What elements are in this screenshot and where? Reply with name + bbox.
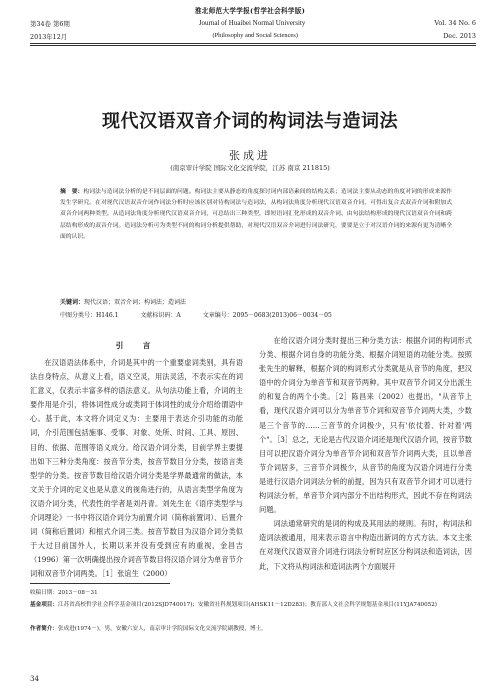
classification-row bbox=[60, 310, 452, 319]
header-rule-top bbox=[30, 43, 476, 44]
keywords bbox=[60, 297, 452, 306]
clc-number: 中图分类号：H146.1 bbox=[60, 312, 119, 319]
keywords-text: 现代汉语；双音介词；构词法；造词法 bbox=[84, 299, 187, 306]
footnote-fund bbox=[30, 600, 476, 611]
paragraph: 在给汉语介词分类时提出三种分类方法：根据介词的构词形式分类、根据介词自身的功能分类、根据介词短语的功能分类。按照张先生的解释，根据介词的构词形式分类就是从音节的角度，把汉语中的介词分为单音节和双音节两种。其中双音节介词又分出派生的和复合的两个小类。［2］陈昌来（2002）也提出，"从音节上看，现代汉语介词可以分为单音节介词和双音节介词两大类，少数是三个音节的……三音节的介词极少，只有'依仗着、针对着'两个"。［3］总之，无论是古代汉语介词还是现代汉语介词，按音节数目可以把汉语介词分为单音节介词和双音节介词两大类，且以单音节介词居多，三音节介词极少，从音节的角度为汉语介词进行分类是进行汉语介词词法分析的前提，因为只有双音节介词才可以进行构词法分析，单音节介词内部分不出结构形式，因此不存在构词法问题。 bbox=[259, 336, 472, 515]
paragraph: 词法通常研究的是词的构成及其用法的规则。有时，构词法和造词法被通用，用来表示语言中构造出新词的方式方法。本文主张在对现代汉语双音介词进行词法分析时应区分构词法和造词法，因此，下文将从构词法和造词法两个方面展开 bbox=[259, 519, 472, 571]
date-cn: 2013年12月 bbox=[30, 33, 68, 41]
abstract-text: 构词法与造词法分析的是不同层面的问题。构词法主要从静态的角度探讨词内部语素间的结构关系；造词法主要从动态的角度对词的形成来源作发生学研究。在对现代汉语双音介词作词法分析时应该区别对待构词法与造词法，从构词法角度分析现代汉语双音介词，可得出复合式双音介词和附加式双音介词两种类型。从造词法角度分析现代汉语双音介词，可总结出三种类型，即短语词汇化形成的双音介词、由句法结构形成的现代汉语双音介词和跨层结构形成的双音介词。造词法分析可为类型不同的构词分析提供帮助，对现代汉语双音介词进行词法研究，要要是立于对汉语介词的来源有更为清晰全面的认识。 bbox=[60, 189, 452, 240]
paragraph: 在汉语语法体系中，介词是其中的一个重要虚词类别，具有语法自身特点，从意义上看，语义空灵，用法灵活，不表示实在的词汇意义，仅表示丰富多样的语法意义。从句法功能上看，介词的主要作用是介引，将体词性成分或类同于体词性的成分介绍给谓语中心。基于此，本文将介词定义为：主要用于表达介引功能的动能词，介引范围包括施事、受事、对象、处所、时间、工具、原因、目的、依据、范围等语义成分。给汉语介词分类，目前学界主要提出如下三种分类角度：按音节分类，按音节数目分分类，按语言类型学的分类。按音节数目给汉语介词分类是学界最通常的做法，本文关于介词的定义也是从意义的视角进行的，从语言类型学角度为汉语介词分类，代表性的学者是刘丹青。刘先生在《语序类型学与介词理论》一书中将汉语介词分为前置介词（简称前置词）、后置介词（简称后置词）和框式介词三类。按音节数目为汉语介词分类似于大过目前国外人，长期以来并没有受到应有的重视，金昌吉（1996）第一次明确提出按介词音节数目将汉语介词分为单音节介词和双音节介词两类。［1］张谊生（2000） bbox=[30, 358, 243, 579]
volume-issue-en: Vol. 34 No. 6 bbox=[434, 19, 476, 27]
body-column-right bbox=[259, 334, 472, 574]
keywords-label: 关键词： bbox=[60, 299, 85, 306]
article-title: 现代汉语双音介词的构词法与造词法 bbox=[102, 111, 398, 132]
footnote-rule bbox=[30, 583, 170, 584]
abstract bbox=[60, 187, 452, 243]
fund-label: 基金项目： bbox=[30, 602, 58, 608]
header-rule-bottom bbox=[30, 45, 476, 46]
journal-title-en: Journal of Huaibei Normal University bbox=[198, 19, 306, 27]
fund-text: 江苏省高校哲学社会科学基金项目(2012SJD740017)；安徽省社科规划项目(AHSK11－12D283)；教育部人文社会科学规划基金项目(11YJA740052) bbox=[57, 602, 437, 608]
author-bio-text: 张成进(1974－)，男，安徽六安人，南京审计学院国际文化交流学院副教授，博士。 bbox=[57, 626, 267, 632]
journal-title-cn: 淮北师范大学学报(哲学社会科学版) bbox=[194, 7, 306, 15]
author-name: 张成进 bbox=[229, 149, 271, 162]
body-column-left bbox=[30, 356, 243, 582]
footnote-author bbox=[30, 624, 476, 635]
page-number: 34 bbox=[30, 675, 39, 683]
section-heading-intro: 引 言 bbox=[115, 341, 157, 350]
header-row-1 bbox=[30, 19, 476, 28]
document-code: 文献标识码：A bbox=[140, 312, 181, 319]
footnote-received: 收稿日期：2013－08－31 bbox=[30, 590, 98, 596]
author-bio-label: 作者简介： bbox=[30, 626, 58, 632]
author-affiliation: (南京审计学院 国际文化交流学院，江苏 南京 211815) bbox=[170, 164, 330, 172]
journal-subtitle-en: (Philosophy and Social Sciences) bbox=[212, 32, 298, 39]
article-number: 文章编号：2095－0683(2013)06－0034－05 bbox=[202, 312, 332, 319]
header-row-2 bbox=[30, 32, 476, 41]
date-en: Dec. 2013 bbox=[443, 32, 476, 40]
volume-issue-cn: 第34卷 第6期 bbox=[30, 20, 70, 28]
abstract-label: 摘 要： bbox=[60, 189, 84, 195]
